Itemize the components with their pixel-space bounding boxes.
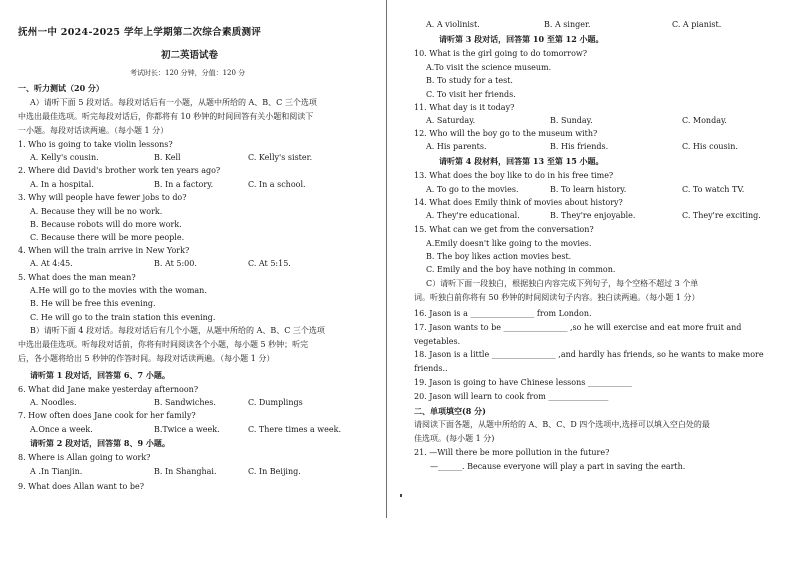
q12-option-a: A. His parents. xyxy=(426,142,487,151)
question-14: 14. What does Emily think of movies about history? xyxy=(414,198,623,207)
q4-option-c: C. At 5:15. xyxy=(248,259,291,268)
partB-instructions-2: 中选出最佳选项。听每段对话前，你将有时间阅读各个小题，每小题 5 秒钟；听完 xyxy=(18,340,309,349)
partC-instructions-2: 词。听独白前你将有 50 秒钟的时间阅读句子内容。独白读两遍。（每小题 1 分） xyxy=(414,293,700,302)
section2-heading: 二、单项填空(8 分) xyxy=(414,406,486,416)
q15-option-b: B. The boy likes action movies best. xyxy=(426,252,572,261)
q6-option-b: B. Sandwiches. xyxy=(154,398,216,407)
q12-option-b: B. His friends. xyxy=(550,142,609,151)
q13-option-a: A. To go to the movies. xyxy=(426,185,519,194)
q6-option-a: A. Noodles. xyxy=(30,398,77,407)
question-8: 8. Where is Allan going to work? xyxy=(18,453,151,462)
q1-option-a: A. Kelly's cousin. xyxy=(30,153,99,162)
question-21: 21. —Will there be more pollution in the future? xyxy=(414,448,610,457)
q12-option-c: C. His cousin. xyxy=(682,142,738,151)
partB-instructions-1: B）请听下面 4 段对话。每段对话后有几个小题，从题中所给的 A、B、C 三个选项 xyxy=(30,326,325,335)
question-20: 20. Jason will learn to cook from _______________ xyxy=(414,392,609,401)
question-5: 5. What does the man mean? xyxy=(18,273,136,282)
q5-option-a: A.He will go to the movies with the woman. xyxy=(30,286,207,295)
q9-option-c: C. A pianist. xyxy=(672,20,722,29)
q11-option-c: C. Monday. xyxy=(682,116,727,125)
q9-option-a: A. A violinist. xyxy=(426,20,480,29)
dialog3-note: 请听第 3 段对话，回答第 10 至第 12 小题。 xyxy=(439,34,604,44)
q13-option-b: B. To learn history. xyxy=(550,185,627,194)
q6-option-c: C. Dumplings xyxy=(248,398,303,407)
section2-instructions-2: 佳选项。(每小题 1 分) xyxy=(414,434,495,443)
q15-option-a: A.Emily doesn't like going to the movies. xyxy=(426,239,592,248)
dialog2-note: 请听第 2 段对话，回答第 8、9 小题。 xyxy=(30,438,170,448)
exam-info: 考试时长：120 分钟，分值：120 分 xyxy=(130,69,246,77)
q15-option-c: C. Emily and the boy have nothing in common. xyxy=(426,265,616,274)
question-19: 19. Jason is going to have Chinese lessons ___________ xyxy=(414,378,632,387)
q11-option-b: B. Sunday. xyxy=(550,116,593,125)
question-2: 2. Where did David's brother work ten years ago? xyxy=(18,166,221,175)
partA-instructions-3: 一小题。每段对话读两遍。（每小题 1 分） xyxy=(18,126,169,135)
q14-option-b: B. They're enjoyable. xyxy=(550,211,636,220)
q2-option-c: C. In a school. xyxy=(248,180,306,189)
question-7: 7. How often does Jane cook for her family? xyxy=(18,411,196,420)
exam-title: 抚州一中 2024-2025 学年上学期第二次综合素质测评 xyxy=(18,27,262,38)
q14-option-a: A. They're educational. xyxy=(426,211,520,220)
q10-option-a: A.To visit the science museum. xyxy=(426,63,552,72)
q3-option-c: C. Because there will be more people. xyxy=(30,233,185,242)
question-16: 16. Jason is a ________________ from London. xyxy=(414,309,592,318)
partA-instructions-2: 中选出最佳选项。听完每段对话后，你都将有 10 秒钟的时间回答有关小题和阅读下 xyxy=(18,112,314,121)
question-21-response: —______. Because everyone will play a part in saving the earth. xyxy=(430,462,686,471)
question-18-cont: friends.. xyxy=(414,364,448,373)
question-1: 1. Who is going to take violin lessons? xyxy=(18,140,173,149)
q11-option-a: A. Saturday. xyxy=(426,116,476,125)
section1-heading: 一、听力测试（20 分） xyxy=(18,83,104,93)
question-4: 4. When will the train arrive in New York? xyxy=(18,246,190,255)
q7-option-a: A.Once a week. xyxy=(30,425,93,434)
q10-option-b: B. To study for a test. xyxy=(426,76,513,85)
q3-option-b: B. Because robots will do more work. xyxy=(30,220,182,229)
q7-option-c: C. There times a week. xyxy=(248,425,342,434)
exam-subtitle: 初二英语试卷 xyxy=(161,50,219,61)
q3-option-a: A. Because they will be no work. xyxy=(30,207,163,216)
question-9: 9. What does Allan want to be? xyxy=(18,482,145,491)
partA-instructions-1: A）请听下面 5 段对话。每段对话后有一小题，从题中所给的 A、B、C 三个选项 xyxy=(30,98,317,107)
question-6: 6. What did Jane make yesterday afternoon? xyxy=(18,385,199,394)
column-divider xyxy=(386,0,387,518)
q13-option-c: C. To watch TV. xyxy=(682,185,745,194)
q14-option-c: C. They're exciting. xyxy=(682,211,761,220)
q1-option-b: B. Kell xyxy=(154,153,181,162)
q5-option-b: B. He will be free this evening. xyxy=(30,299,156,308)
question-11: 11. What day is it today? xyxy=(414,103,515,112)
question-10: 10. What is the girl going to do tomorrow? xyxy=(414,49,588,58)
question-3: 3. Why will people have fewer jobs to do? xyxy=(18,193,187,202)
q5-option-c: C. He will go to the train station this evening. xyxy=(30,313,216,322)
q9-option-b: B. A singer. xyxy=(544,20,591,29)
question-12: 12. Who will the boy go to the museum with? xyxy=(414,129,598,138)
q10-option-c: C. To visit her friends. xyxy=(426,90,516,99)
q4-option-a: A. At 4:45. xyxy=(30,259,73,268)
q4-option-b: B. At 5:00. xyxy=(154,259,197,268)
partB-instructions-3: 后，各小题将给出 5 秒钟的作答时间。每段对话读两遍。（每小题 1 分） xyxy=(18,354,275,363)
q8-option-c: C. In Beijing. xyxy=(248,467,301,476)
q2-option-b: B. In a factory. xyxy=(154,180,214,189)
q8-option-a: A .In Tianjin. xyxy=(30,467,83,476)
section2-instructions-1: 请阅读下面各题，从题中所给的 A、B、C、D 四个选项中,选择可以填入空白处的最 xyxy=(414,420,710,429)
question-17: 17. Jason wants to be ________________ ,so he will exercise and eat more fruit and xyxy=(414,323,742,332)
q2-option-a: A. In a hospital. xyxy=(30,180,94,189)
question-17-cont: vegetables. xyxy=(414,337,461,346)
q7-option-b: B.Twice a week. xyxy=(154,425,220,434)
question-15: 15. What can we get from the conversation? xyxy=(414,225,594,234)
question-13: 13. What does the boy like to do in his free time? xyxy=(414,171,614,180)
page-mark xyxy=(400,494,402,497)
dialog4-note: 请听第 4 段材料，回答第 13 至第 15 小题。 xyxy=(439,156,604,166)
question-18: 18. Jason is a little ________________ ,and hardly has friends, so he wants to make more xyxy=(414,350,764,359)
q1-option-c: C. Kelly's sister. xyxy=(248,153,313,162)
q8-option-b: B. In Shanghai. xyxy=(154,467,217,476)
dialog1-note: 请听第 1 段对话，回答第 6、7 小题。 xyxy=(30,370,170,380)
partC-instructions-1: C）请听下面一段独白，根据独白内容完成下列句子，每个空格不超过 3 个单 xyxy=(426,279,699,288)
